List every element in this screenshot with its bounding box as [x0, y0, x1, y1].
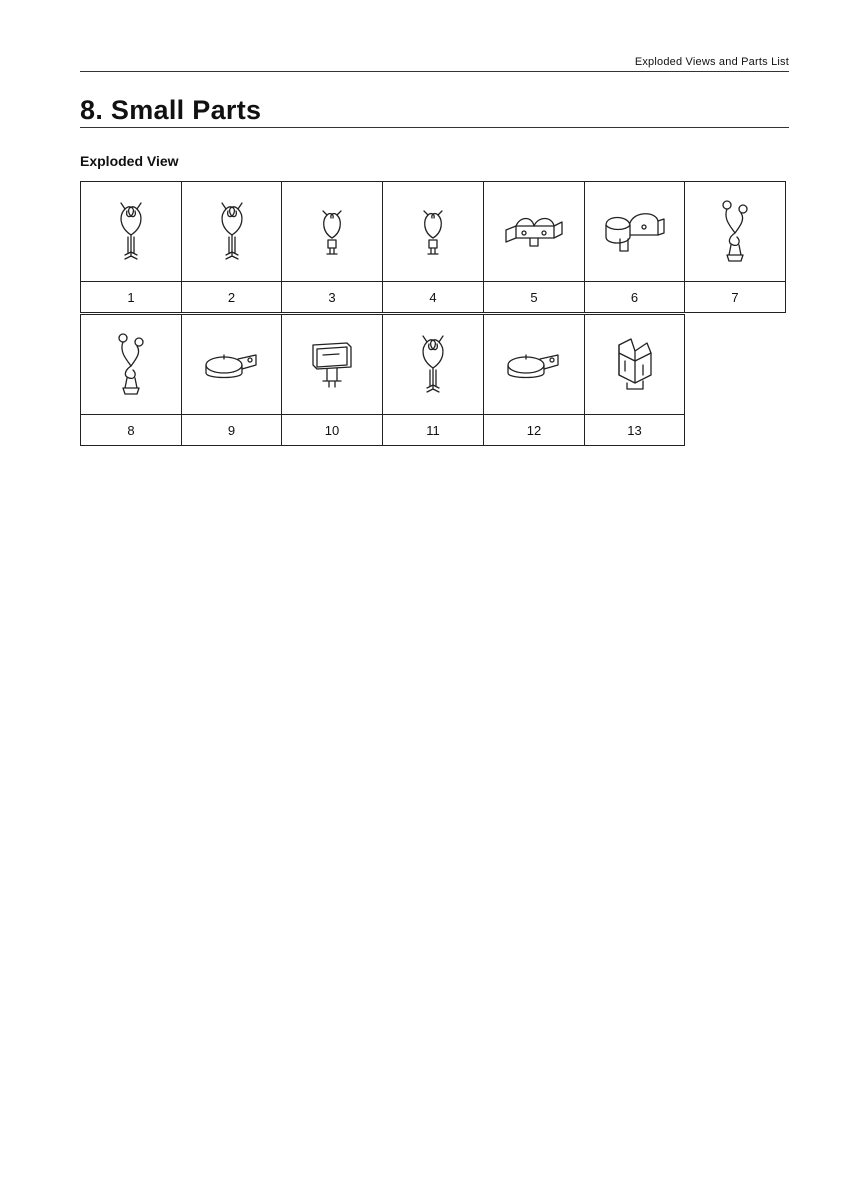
part-image-cell: [483, 181, 585, 282]
part-image-cell: [80, 181, 182, 282]
part-number: 3: [281, 281, 383, 313]
part-number: 13: [584, 414, 685, 446]
part-image-cell: [684, 181, 786, 282]
part-number: 7: [684, 281, 786, 313]
part-number: 4: [382, 281, 484, 313]
part-number: 10: [281, 414, 383, 446]
part-image-cell: [80, 314, 182, 415]
part-number: 2: [181, 281, 282, 313]
part-number: 6: [584, 281, 685, 313]
part-image-cell: [181, 181, 282, 282]
section-title: 8. Small Parts: [80, 95, 262, 125]
part-number: 1: [80, 281, 182, 313]
part-number: 5: [483, 281, 585, 313]
part-image-cell: [281, 181, 383, 282]
part-number: 12: [483, 414, 585, 446]
parts-grid: [80, 181, 789, 449]
part-image-cell: [382, 181, 484, 282]
part-number: 8: [80, 414, 182, 446]
part-image-cell: [281, 314, 383, 415]
part-number: 9: [181, 414, 282, 446]
part-image-cell: [584, 314, 685, 415]
part-image-cell: [483, 314, 585, 415]
part-image-cell: [382, 314, 484, 415]
part-image-cell: [181, 314, 282, 415]
title-divider: [80, 127, 789, 128]
running-header-title: Exploded Views and Parts List: [634, 56, 789, 68]
part-image-cell: [584, 181, 685, 282]
running-header: [80, 56, 789, 72]
exploded-view-heading: Exploded View: [80, 153, 179, 169]
part-number: 11: [382, 414, 484, 446]
